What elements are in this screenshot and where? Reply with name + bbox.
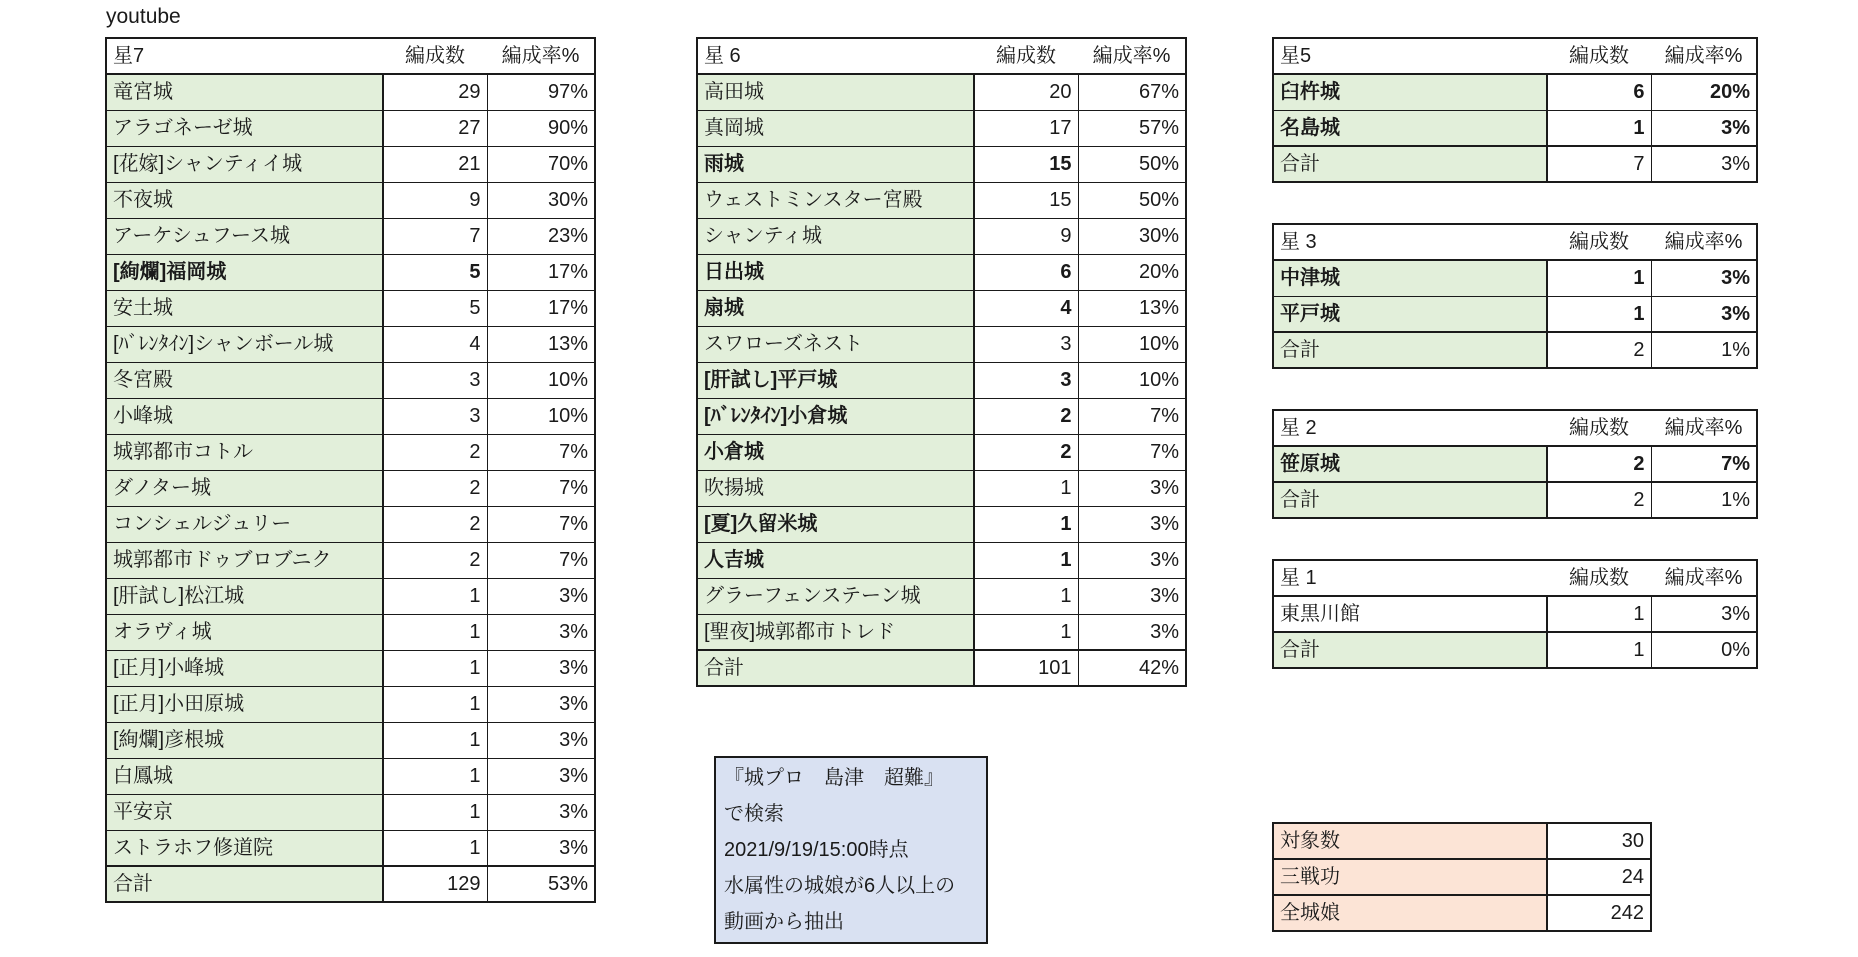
castle-name-cell: 吹揚城 [697, 470, 974, 506]
star1-table [1272, 559, 1758, 669]
castle-name-cell: オラヴィ城 [106, 614, 383, 650]
table-title: 星 6 [697, 38, 974, 74]
rate-cell: 57% [1078, 110, 1186, 146]
castle-name-cell: 小倉城 [697, 434, 974, 470]
star2-table [1272, 409, 1758, 519]
header-row [1273, 38, 1757, 74]
table-row [106, 830, 595, 866]
count-cell: 1 [383, 794, 487, 830]
table-title: 星5 [1273, 38, 1547, 74]
count-cell: 2 [974, 398, 1078, 434]
castle-name-cell: 小峰城 [106, 398, 383, 434]
col-header-rate: 編成率% [1651, 224, 1757, 260]
rate-cell: 3% [1078, 578, 1186, 614]
table-row [697, 542, 1186, 578]
col-header-rate: 編成率% [1651, 38, 1757, 74]
castle-name-cell: [肝試し]平戸城 [697, 362, 974, 398]
count-cell: 6 [974, 254, 1078, 290]
count-cell: 3 [974, 326, 1078, 362]
count-cell: 17 [974, 110, 1078, 146]
rate-cell: 20% [1651, 74, 1757, 110]
count-cell: 15 [974, 146, 1078, 182]
castle-name-cell: 城郭都市ドゥブロブニク [106, 542, 383, 578]
rate-cell: 10% [1078, 326, 1186, 362]
castle-name-cell: グラーフェンステーン城 [697, 578, 974, 614]
col-header-rate: 編成率% [1651, 560, 1757, 596]
castle-name-cell: [ﾊﾞﾚﾝﾀｲﾝ]小倉城 [697, 398, 974, 434]
castle-name-cell: アーケシュフース城 [106, 218, 383, 254]
header-row [106, 38, 595, 74]
count-cell: 1 [383, 614, 487, 650]
rate-cell: 97% [487, 74, 595, 110]
total-label-cell: 合計 [1273, 146, 1547, 182]
col-header-count: 編成数 [1547, 224, 1651, 260]
table-row [697, 74, 1186, 110]
count-cell: 1 [974, 470, 1078, 506]
count-cell: 4 [974, 290, 1078, 326]
table-row [697, 110, 1186, 146]
castle-name-cell: 城郭都市コトル [106, 434, 383, 470]
table-row [106, 326, 595, 362]
count-cell: 2 [1547, 446, 1651, 482]
count-cell: 2 [383, 434, 487, 470]
count-cell: 1 [974, 506, 1078, 542]
count-cell: 2 [974, 434, 1078, 470]
table-row [106, 182, 595, 218]
table-title: 星7 [106, 38, 383, 74]
table-row [106, 362, 595, 398]
total-rate-cell: 53% [487, 866, 595, 902]
table-title: 星 2 [1273, 410, 1547, 446]
total-row [1273, 482, 1757, 518]
total-label-cell: 合計 [106, 866, 383, 902]
table-row [106, 506, 595, 542]
table-row [697, 326, 1186, 362]
count-cell: 29 [383, 74, 487, 110]
table-row [697, 254, 1186, 290]
count-cell: 27 [383, 110, 487, 146]
count-cell: 20 [974, 74, 1078, 110]
table-row [106, 434, 595, 470]
total-rate-cell: 42% [1078, 650, 1186, 686]
castle-name-cell: ストラホフ修道院 [106, 830, 383, 866]
castle-name-cell: [花嫁]シャンティイ城 [106, 146, 383, 182]
castle-name-cell: 中津城 [1273, 260, 1547, 296]
castle-name-cell: [肝試し]松江城 [106, 578, 383, 614]
table-row [106, 110, 595, 146]
summary-table [1272, 822, 1652, 932]
rate-cell: 10% [487, 362, 595, 398]
count-cell: 9 [974, 218, 1078, 254]
rate-cell: 3% [1078, 614, 1186, 650]
rate-cell: 30% [1078, 218, 1186, 254]
header-row [1273, 410, 1757, 446]
summary-label-cell: 三戦功 [1273, 859, 1547, 895]
col-header-count: 編成数 [974, 38, 1078, 74]
total-row [106, 866, 595, 902]
total-rate-cell: 3% [1651, 146, 1757, 182]
note-line: で検索 [724, 803, 784, 825]
table-row [697, 398, 1186, 434]
table-row [106, 578, 595, 614]
rate-cell: 90% [487, 110, 595, 146]
rate-cell: 23% [487, 218, 595, 254]
rate-cell: 50% [1078, 182, 1186, 218]
count-cell: 1 [383, 722, 487, 758]
castle-name-cell: [夏]久留米城 [697, 506, 974, 542]
col-header-count: 編成数 [1547, 410, 1651, 446]
col-header-count: 編成数 [1547, 560, 1651, 596]
rate-cell: 3% [487, 794, 595, 830]
count-cell: 4 [383, 326, 487, 362]
rate-cell: 7% [1651, 446, 1757, 482]
rate-cell: 50% [1078, 146, 1186, 182]
rate-cell: 13% [1078, 290, 1186, 326]
castle-name-cell: 日出城 [697, 254, 974, 290]
table-row [697, 578, 1186, 614]
castle-name-cell: 東黒川館 [1273, 596, 1547, 632]
summary-label-cell: 全城娘 [1273, 895, 1547, 931]
table-title: 星 1 [1273, 560, 1547, 596]
count-cell: 1 [383, 578, 487, 614]
note-line: 水属性の城娘が6人以上の [724, 875, 956, 897]
total-rate-cell: 0% [1651, 632, 1757, 668]
castle-name-cell: 扇城 [697, 290, 974, 326]
table-row [106, 218, 595, 254]
count-cell: 9 [383, 182, 487, 218]
count-cell: 1 [383, 686, 487, 722]
note-line: 『城プロ 島津 超難』 [724, 767, 944, 789]
sheet-label: youtube [106, 5, 181, 28]
count-cell: 1 [383, 830, 487, 866]
table-row [106, 686, 595, 722]
table-row [697, 146, 1186, 182]
table-row [106, 290, 595, 326]
table-row [106, 398, 595, 434]
total-row [697, 650, 1186, 686]
total-rate-cell: 1% [1651, 482, 1757, 518]
header-row [1273, 560, 1757, 596]
castle-name-cell: 名島城 [1273, 110, 1547, 146]
castle-name-cell: 高田城 [697, 74, 974, 110]
table-row [697, 506, 1186, 542]
star6-table [696, 37, 1187, 687]
rate-cell: 70% [487, 146, 595, 182]
table-row [106, 758, 595, 794]
count-cell: 1 [974, 542, 1078, 578]
rate-cell: 3% [487, 830, 595, 866]
total-count-cell: 7 [1547, 146, 1651, 182]
total-count-cell: 2 [1547, 332, 1651, 368]
summary-value-cell: 24 [1547, 859, 1651, 895]
total-count-cell: 101 [974, 650, 1078, 686]
summary-row [1273, 859, 1651, 895]
col-header-count: 編成数 [1547, 38, 1651, 74]
col-header-rate: 編成率% [1651, 410, 1757, 446]
rate-cell: 7% [487, 434, 595, 470]
count-cell: 3 [383, 362, 487, 398]
summary-value-cell: 242 [1547, 895, 1651, 931]
table-row [106, 146, 595, 182]
total-row [1273, 332, 1757, 368]
castle-name-cell: [絢爛]彦根城 [106, 722, 383, 758]
table-title: 星 3 [1273, 224, 1547, 260]
star3-table [1272, 223, 1758, 369]
castle-name-cell: アラゴネーゼ城 [106, 110, 383, 146]
table-row [106, 254, 595, 290]
castle-name-cell: 冬宮殿 [106, 362, 383, 398]
count-cell: 5 [383, 290, 487, 326]
star5-table [1272, 37, 1758, 183]
rate-cell: 67% [1078, 74, 1186, 110]
rate-cell: 20% [1078, 254, 1186, 290]
table-row [697, 470, 1186, 506]
table-row [106, 722, 595, 758]
table-row [106, 650, 595, 686]
summary-value-cell: 30 [1547, 823, 1651, 859]
castle-name-cell: コンシェルジュリー [106, 506, 383, 542]
table-row [1273, 446, 1757, 482]
summary-row [1273, 823, 1651, 859]
table-row [1273, 296, 1757, 332]
count-cell: 7 [383, 218, 487, 254]
rate-cell: 3% [1651, 596, 1757, 632]
castle-name-cell: ウェストミンスター宮殿 [697, 182, 974, 218]
total-count-cell: 129 [383, 866, 487, 902]
rate-cell: 10% [1078, 362, 1186, 398]
count-cell: 21 [383, 146, 487, 182]
rate-cell: 3% [1078, 506, 1186, 542]
total-label-cell: 合計 [1273, 632, 1547, 668]
castle-name-cell: 臼杵城 [1273, 74, 1547, 110]
rate-cell: 7% [487, 542, 595, 578]
rate-cell: 3% [1651, 110, 1757, 146]
table-row [1273, 110, 1757, 146]
count-cell: 2 [383, 506, 487, 542]
total-row [1273, 632, 1757, 668]
total-rate-cell: 1% [1651, 332, 1757, 368]
header-row [697, 38, 1186, 74]
table-row [1273, 260, 1757, 296]
table-row [1273, 74, 1757, 110]
total-label-cell: 合計 [1273, 332, 1547, 368]
castle-name-cell: [絢爛]福岡城 [106, 254, 383, 290]
castle-name-cell: シャンティ城 [697, 218, 974, 254]
rate-cell: 17% [487, 254, 595, 290]
summary-label-cell: 対象数 [1273, 823, 1547, 859]
table-row [697, 290, 1186, 326]
table-row [697, 218, 1186, 254]
castle-name-cell: 竜宮城 [106, 74, 383, 110]
table-row [106, 74, 595, 110]
count-cell: 1 [1547, 260, 1651, 296]
table-row [106, 542, 595, 578]
rate-cell: 7% [487, 506, 595, 542]
count-cell: 6 [1547, 74, 1651, 110]
castle-name-cell: 笹原城 [1273, 446, 1547, 482]
castle-name-cell: [聖夜]城郭都市トレド [697, 614, 974, 650]
castle-name-cell: 真岡城 [697, 110, 974, 146]
count-cell: 3 [383, 398, 487, 434]
rate-cell: 3% [1078, 542, 1186, 578]
total-count-cell: 2 [1547, 482, 1651, 518]
castle-name-cell: [ﾊﾞﾚﾝﾀｲﾝ]シャンボール城 [106, 326, 383, 362]
count-cell: 1 [1547, 596, 1651, 632]
castle-name-cell: 人吉城 [697, 542, 974, 578]
rate-cell: 3% [487, 758, 595, 794]
count-cell: 1 [383, 758, 487, 794]
rate-cell: 7% [487, 470, 595, 506]
note-line: 2021/9/19/15:00時点 [724, 839, 909, 861]
rate-cell: 3% [1651, 296, 1757, 332]
rate-cell: 17% [487, 290, 595, 326]
rate-cell: 3% [487, 722, 595, 758]
count-cell: 1 [1547, 110, 1651, 146]
rate-cell: 30% [487, 182, 595, 218]
count-cell: 3 [974, 362, 1078, 398]
castle-name-cell: [正月]小峰城 [106, 650, 383, 686]
castle-name-cell: 安土城 [106, 290, 383, 326]
count-cell: 1 [974, 614, 1078, 650]
count-cell: 2 [383, 542, 487, 578]
total-label-cell: 合計 [697, 650, 974, 686]
table-row [106, 470, 595, 506]
castle-name-cell: 不夜城 [106, 182, 383, 218]
rate-cell: 7% [1078, 434, 1186, 470]
rate-cell: 7% [1078, 398, 1186, 434]
count-cell: 5 [383, 254, 487, 290]
header-row [1273, 224, 1757, 260]
rate-cell: 3% [487, 578, 595, 614]
table-row [697, 182, 1186, 218]
total-count-cell: 1 [1547, 632, 1651, 668]
summary-row [1273, 895, 1651, 931]
table-row [1273, 596, 1757, 632]
count-cell: 1 [1547, 296, 1651, 332]
rate-cell: 10% [487, 398, 595, 434]
castle-name-cell: 平戸城 [1273, 296, 1547, 332]
castle-name-cell: 雨城 [697, 146, 974, 182]
table-row [697, 362, 1186, 398]
castle-name-cell: 平安京 [106, 794, 383, 830]
note-line: 動画から抽出 [724, 911, 844, 933]
table-row [697, 614, 1186, 650]
table-row [106, 614, 595, 650]
count-cell: 2 [383, 470, 487, 506]
rate-cell: 3% [1651, 260, 1757, 296]
rate-cell: 3% [1078, 470, 1186, 506]
rate-cell: 3% [487, 686, 595, 722]
total-label-cell: 合計 [1273, 482, 1547, 518]
castle-name-cell: ダノター城 [106, 470, 383, 506]
total-row [1273, 146, 1757, 182]
count-cell: 15 [974, 182, 1078, 218]
count-cell: 1 [383, 650, 487, 686]
rate-cell: 13% [487, 326, 595, 362]
rate-cell: 3% [487, 650, 595, 686]
col-header-rate: 編成率% [487, 38, 595, 74]
col-header-count: 編成数 [383, 38, 487, 74]
table-row [106, 794, 595, 830]
col-header-rate: 編成率% [1078, 38, 1186, 74]
star7-table [105, 37, 596, 903]
count-cell: 1 [974, 578, 1078, 614]
note-box [714, 756, 988, 944]
table-row [697, 434, 1186, 470]
castle-name-cell: [正月]小田原城 [106, 686, 383, 722]
castle-name-cell: スワローズネスト [697, 326, 974, 362]
castle-name-cell: 白鳳城 [106, 758, 383, 794]
rate-cell: 3% [487, 614, 595, 650]
